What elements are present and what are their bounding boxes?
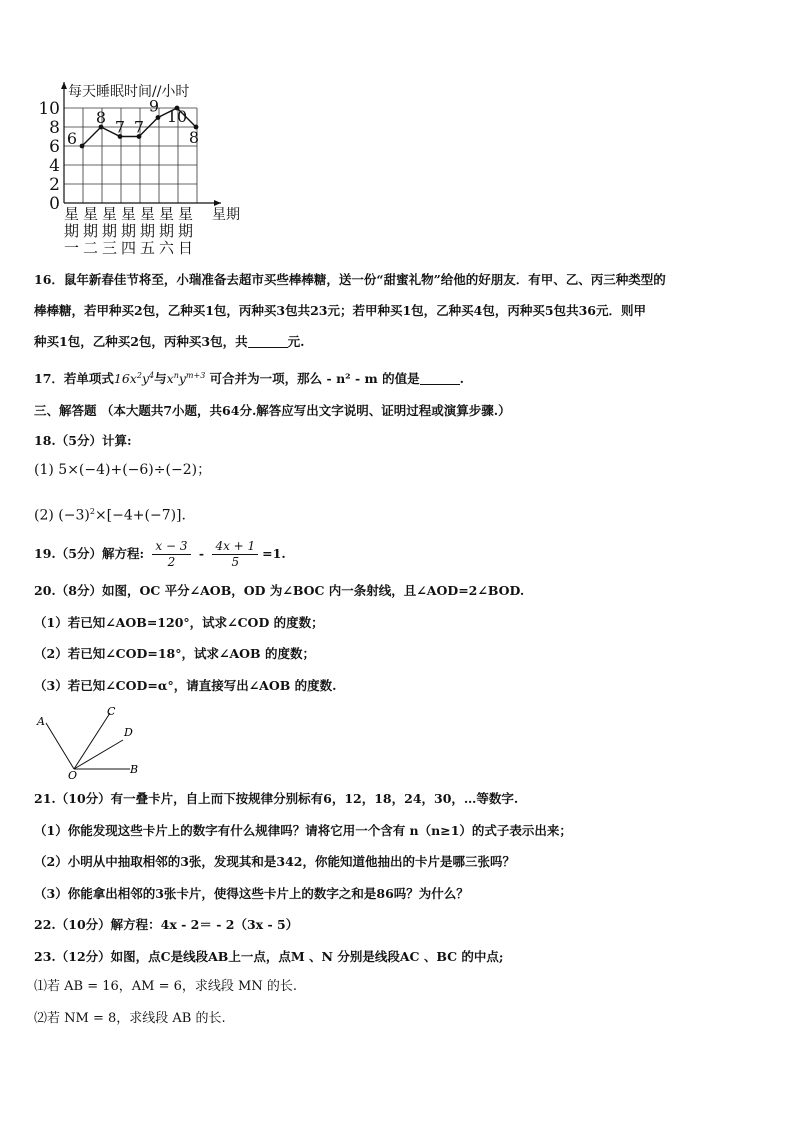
q18-part2 [34,504,186,524]
x-tick-label: 期 [82,222,99,240]
angle-diagram [34,705,154,780]
x-tick-label: 星 [177,205,194,223]
chart-series [67,97,199,149]
data-point [80,144,85,149]
data-label: 6 [66,129,78,148]
q21-part3: （3）你能拿出相邻的3张卡片，使得这些卡片上的数字之和是86吗？为什么？ [34,886,469,901]
x-tick-label: 三 [101,239,118,257]
y-tick-label: 6 [49,137,60,157]
ray-oa [46,723,74,769]
q20-part2: （2）若已知∠COD=18°，试求∠AOB 的度数； [34,646,315,661]
q20-part3: （3）若已知∠COD=α°，请直接写出∠AOB 的度数. [34,678,337,693]
y-axis-arrow [61,82,67,89]
q18-part1: (1) 5×(−4)+(−6)÷(−2)； [34,462,212,478]
y-tick-label: 10 [38,99,60,119]
q17-answer-blank [420,372,460,385]
x-tick-label: 星 [139,205,156,223]
x-tick-label: 五 [139,239,156,257]
q19-prefix: 19.（5分）解方程: [34,546,145,561]
x-tick-label: 期 [158,222,175,240]
q21-part1: （1）你能发现这些卡片上的数字有什么规律吗？请将它用一个含有 n（n≥1）的式子表示出来； [34,823,572,838]
ray-oc [74,713,110,769]
y-tick-label: 0 [49,194,60,214]
y-tick-label: 8 [49,118,60,138]
q17-term1-exp1: 2 [136,371,142,380]
q18-part2-base: (2) (−3) [34,507,90,524]
q23-title: 23.（12分）如图，点C是线段AB上一点，点M 、N 分别是线段AC 、BC 的中点; [34,949,504,964]
x-tick-label: 星 [101,205,118,223]
label-b: B [130,763,139,776]
x-tick-label: 星 [63,205,80,223]
chart-y-ticks [38,99,60,214]
q23-part1: ⑴若 AB = 16，AM = 6，求线段 MN 的长. [34,979,297,994]
chart-x-title: 星期 [212,207,240,223]
q19-line [34,537,286,571]
q17-mid: 与 [154,371,167,387]
q17-term1-y: y [141,371,150,387]
q16-line3-end: 元. [287,334,305,349]
x-tick-label: 期 [120,222,137,240]
q17-term2-y: y [178,371,186,387]
x-tick-label: 六 [158,239,175,257]
q17-term2-exp2: m+3 [185,371,206,380]
chart-y-label: 每天睡眠时间//小时 [68,84,190,100]
sleep-line-chart [30,78,260,268]
q20-part1: （1）若已知∠AOB=120°，试求∠COD 的度数； [34,615,324,630]
chart-x-labels [64,205,193,257]
q19-minus: - [198,546,205,561]
q19-f2-denominator: 5 [231,555,240,569]
data-label: 8 [95,108,107,127]
label-a: A [37,715,45,728]
q17-term1-exp2: 4 [149,371,155,380]
q19-fraction-2 [212,539,258,570]
q17-line [34,368,464,387]
x-tick-label: 星 [158,205,175,223]
q16-line1: 16．鼠年新春佳节将至，小瑞准备去超市买些棒棒糖，送一份“甜蜜礼物”给他的好朋友．有甲、乙、丙三种类型的 [34,272,666,287]
q16-answer-blank [248,335,288,348]
data-point [156,115,161,120]
label-o: O [68,769,78,780]
data-label: 10 [166,107,188,126]
q16-line3-text: 种买1包，乙种买2包，丙种买3包，共 [34,334,248,349]
q21-title: 21.（10分）有一叠卡片，自上而下按规律分别标有6，12，18，24，30，…等数字. [34,791,519,806]
q17-end: . [459,371,464,387]
q23-part2: ⑵若 NM = 8，求线段 AB 的长. [34,1011,226,1026]
section-3-heading: 三、解答题 （本大题共7小题，共64分.解答应写出文字说明、证明过程或演算步骤.） [34,403,511,418]
q18-part2-exp: 2 [89,507,95,516]
label-d: D [124,726,133,739]
q17-prefix: 17．若单项式 [34,371,114,387]
q17-term2-base: x [166,371,174,387]
y-tick-label: 2 [49,175,60,195]
x-tick-label: 日 [177,239,194,257]
data-label: 9 [148,96,160,116]
q22-line: 22.（10分）解方程：4x - 2＝ - 2（3x - 5） [34,917,299,932]
q19-f2-numerator: 4x + 1 [212,539,258,555]
q19-f1-numerator: x − 3 [152,539,190,555]
q16-line2: 棒棒糖，若甲种买2包，乙种买1包，丙种买3包共23元；若甲种买1包，乙种买4包，丙种买5包共36元．则甲 [34,303,646,318]
x-tick-label: 星 [82,205,99,223]
q18-part2-rest: ×[−4+(−7)]. [94,507,186,524]
x-tick-label: 期 [101,222,118,240]
q17-term1-base: 16x [113,371,137,387]
q19-suffix: =1. [262,546,286,561]
q19-f1-denominator: 2 [167,555,176,569]
q19-fraction-1 [152,539,190,570]
x-tick-label: 星 [120,205,137,223]
q17-term2 [167,371,206,386]
x-tick-label: 期 [139,222,156,240]
q17-term2-exp1: n [173,371,179,380]
label-c: C [107,705,116,718]
x-tick-label: 二 [82,239,99,257]
x-axis-arrow [214,200,221,206]
q21-part2: （2）小明从中抽取相邻的3张，发现其和是342，你能知道他抽出的卡片是哪三张吗？ [34,854,515,869]
data-label: 7 [114,117,126,137]
ray-od [74,740,123,769]
data-label: 8 [188,128,200,147]
x-tick-label: 期 [177,222,194,240]
data-label: 7 [133,117,145,137]
q17-suffix: 可合并为一项，那么 - n² - m 的值是 [209,371,420,387]
q17-term1 [114,371,154,386]
q18-title: 18.（5分）计算: [34,433,132,448]
q20-title: 20.（8分）如图，OC 平分∠AOB，OD 为∠BOC 内一条射线，且∠AOD=2∠BOD. [34,583,525,598]
x-tick-label: 期 [63,222,80,240]
q16-line3 [34,334,304,350]
x-tick-label: 一 [63,239,80,257]
y-tick-label: 4 [49,156,60,176]
x-tick-label: 四 [120,239,137,257]
